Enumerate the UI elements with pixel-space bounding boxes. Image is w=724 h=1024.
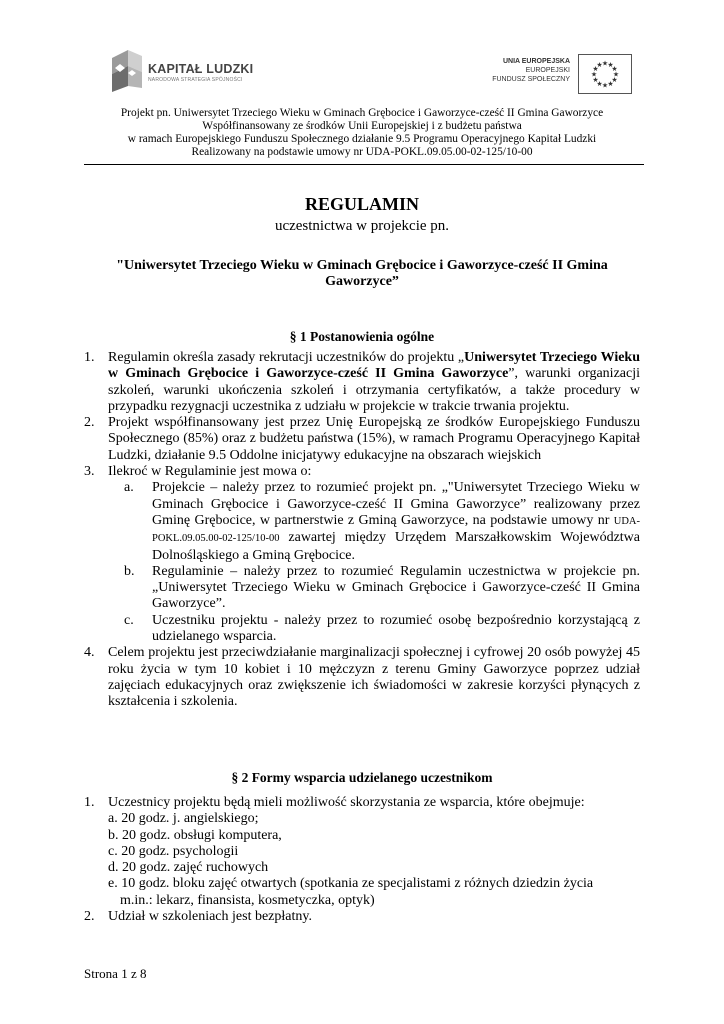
eu-star-icon: ★ [607, 80, 614, 89]
kl-subtitle: NARODOWA STRATEGIA SPÓJNOŚCI [148, 77, 243, 83]
item-number: 2. [84, 415, 95, 431]
section2-content [84, 795, 640, 925]
section2-item1 [84, 795, 640, 811]
eu-star-icon: ★ [592, 65, 599, 73]
section1-item3-sub-c [84, 613, 640, 646]
eu-star-icon: ★ [590, 70, 598, 79]
item-number: 1. [84, 350, 95, 365]
item1-text-pre: Regulamin określa zasady rekrutacji uczestników do projektu „ [108, 350, 465, 365]
eu-flag-icon [578, 54, 632, 94]
section1-item1 [84, 350, 640, 415]
document-subtitle: uczestnictwa w projekcie pn. [274, 218, 450, 234]
item-number: 3. [84, 464, 95, 480]
project-header [0, 107, 724, 159]
eu-star-icon: ★ [596, 80, 603, 89]
header-line3: w ramach Europejskiego Funduszu Społecznego działanie 9.5 Programu Operacyjnego Kapitał Ludzki [127, 133, 597, 145]
eu-star-icon: ★ [601, 81, 609, 90]
eu-star-icon: ★ [611, 65, 618, 73]
sub-b-text: Regulaminie – należy przez to rozumieć Regulamin uczestnictwa w projekcie pn. „Uniwersytet Trzeciego Wieku w Gminach Grębocice i Gaworzyce-cześć II Gmina Gaworzyce”. [152, 563, 640, 612]
eu-star-icon: ★ [612, 70, 620, 79]
item-number: 2. [84, 909, 95, 925]
support-item-a: a. 20 godz. j. angielskiego; [108, 811, 259, 827]
header-line1: Projekt pn. Uniwersytet Trzeciego Wieku w Gminach Grębocice i Gaworzyce-cześć II Gmina Gaworzyce [120, 107, 604, 119]
page-number: Strona 1 z 8 [84, 966, 147, 981]
ue-line2: EUROPEJSKI [525, 67, 570, 74]
ue-line1: UNIA EUROPEJSKA [502, 58, 570, 65]
section1-item3 [84, 464, 640, 480]
support-item-e: e. 10 godz. bloku zajęć otwartych (spotkania ze specjalistami z różnych dziedzin życia [108, 876, 594, 892]
section1-item3-sub-a [84, 480, 640, 563]
contract-number: UDA-POKL.09.05.00-02-125/10-00 [152, 515, 640, 545]
logo-bar [0, 40, 724, 100]
kapital-ludzki-emblem-icon [108, 46, 144, 94]
section2-heading: § 2 Formy wsparcia udzielanego uczestnikom [231, 770, 493, 785]
section2-item2 [84, 909, 640, 925]
eu-star-icon: ★ [592, 76, 599, 84]
kl-title: KAPITAŁ LUDZKI [148, 62, 254, 76]
item1-project-name: Uniwersytet Trzeciego Wieku w Gminach Grębocice i Gaworzyce-cześć II Gmina Gaworzyce [108, 350, 640, 382]
ue-line3: FUNDUSZ SPOŁECZNY [492, 76, 570, 83]
item2-text: Projekt współfinansowany jest przez Unię Europejską ze środków Europejskiego Funduszu Społecznego (85%) oraz z budżetu państwa (15%), w ramach Programu Operacyjnego Kapitał Ludzki, działanie 9.5 Oddolne inicjatywy edukacyjne na obszarach wiejskich [108, 415, 640, 463]
sub-a-text-pre: Projekcie – należy przez to rozumieć projekt pn. „"Uniwersytet Trzeciego Wieku w Gminach Grębocice i Gaworzyce-cześć II Gmina Gaworzyce” realizowany przez Gminę Grębocice, w partnerstwie z Gminą Gaworzyce, na podstawie umowy nr [152, 480, 640, 528]
sub-c-text: Uczestniku projektu - należy przez to rozumieć osobę bezpośrednio korzystającą z udzielanego wsparcia. [152, 612, 640, 645]
item3-text: Ilekroć w Regulaminie jest mowa o: [108, 464, 312, 480]
eu-star-icon: ★ [611, 76, 618, 84]
eu-star-icon: ★ [601, 59, 609, 68]
sub-a-text-post: zawartej między Urzędem Marszałkowskim Województwa Dolnośląskiego a Gminą Grębocice. [152, 530, 640, 563]
eu-logo [482, 54, 632, 94]
sub-letter: b. [124, 563, 135, 579]
document-title: REGULAMIN [304, 194, 419, 214]
section1-item4 [84, 645, 640, 710]
support-item-c: c. 20 godz. psychologii [108, 843, 239, 859]
header-line2: Współfinansowany ze środków Unii Europejskiej i z budżetu państwa [202, 120, 522, 132]
section1-item3-sub-b [84, 564, 640, 613]
item4-text: Celem projektu jest przeciwdziałanie marginalizacji społecznej i cyfrowej 20 osób powyżej 45 roku życia w tym 10 kobiet i 10 mężczyzn z terenu Gminy Gaworzyce poprzez udział zajęciach edukacyjnych oraz zwiększenie ich świadomości w zakresie korzyści płynących z kształcenia i szkolenia. [108, 645, 640, 710]
eu-star-icon: ★ [596, 60, 603, 69]
header-line4: Realizowany na podstawie umowy nr UDA-POKL.09.05.00-02-125/10-00 [191, 146, 533, 158]
section1-heading: § 1 Postanowienia ogólne [289, 329, 435, 344]
support-item-e-cont: m.in.: lekarz, finansista, kosmetyczka, optyk) [120, 892, 375, 908]
project-name: "Uniwersytet Trzeciego Wieku w Gminach Grębocice i Gaworzyce-cześć II Gmina Gaworzyce” [116, 258, 608, 289]
support-item-d: d. 20 godz. zajęć ruchowych [108, 860, 269, 876]
section1-item2 [84, 415, 640, 464]
support-item-b: b. 20 godz. obsługi komputera, [108, 827, 282, 843]
header-divider [84, 164, 644, 165]
kapital-ludzki-logo [108, 46, 268, 98]
item-number: 4. [84, 645, 95, 661]
s2-item2-text: Udział w szkoleniach jest bezpłatny. [108, 909, 312, 925]
item1-text-post: ”, warunki organizacji szkoleń, warunki ukończenia szkoleń i otrzymania certyfikatów, a także procedury w przypadku rezygnacji uczestnika z udziału w projekcie w trakcie trwania projektu. [108, 366, 640, 414]
support-list [84, 811, 640, 909]
item-number: 1. [84, 795, 95, 810]
eu-stars-icon [579, 55, 631, 93]
section1-content [84, 350, 640, 711]
sub-letter: a. [124, 480, 134, 496]
sub-letter: c. [124, 612, 134, 628]
s2-item1-text: Uczestnicy projektu będą mieli możliwość skorzystania ze wsparcia, które obejmuje: [108, 795, 585, 810]
eu-star-icon: ★ [607, 60, 614, 69]
